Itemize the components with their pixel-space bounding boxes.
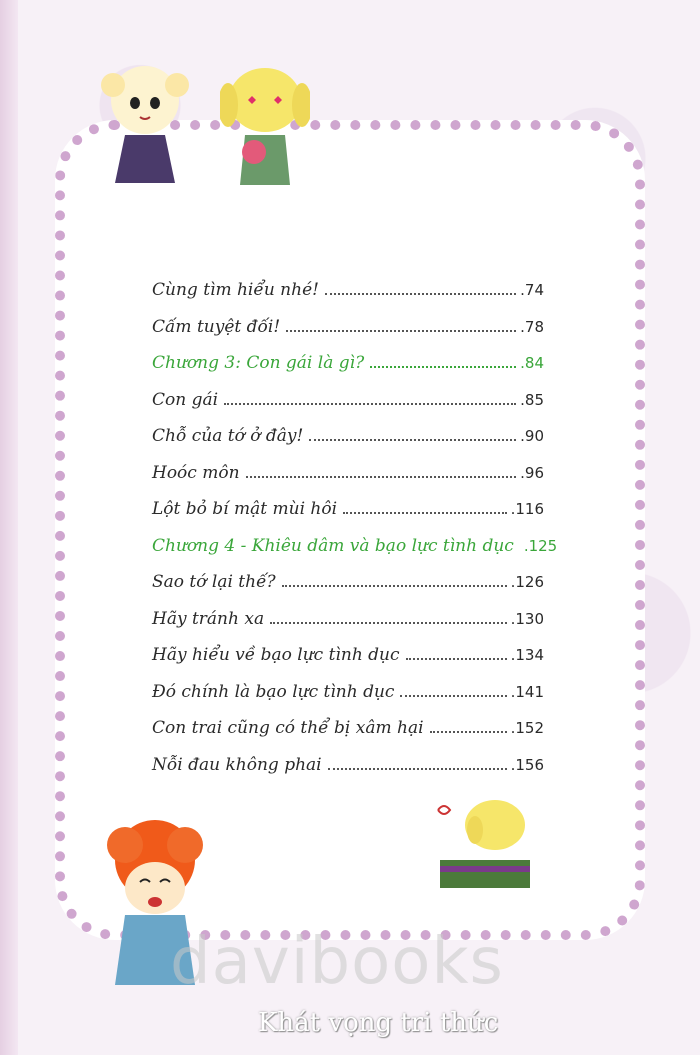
toc-title: Chỗ của tớ ở đây! <box>152 426 304 446</box>
toc-leader-dots <box>328 768 507 770</box>
toc-page-number: .116 <box>510 500 544 518</box>
dog-character-illustration <box>220 60 310 190</box>
toc-title: Đó chính là bạo lực tình dục <box>152 681 395 702</box>
toc-title: Sao tớ lại thế? <box>152 572 276 592</box>
toc-leader-dots <box>370 366 516 368</box>
toc-row <box>152 609 544 646</box>
toc-title: Hãy hiểu về bạo lực tình dục <box>152 645 400 665</box>
toc-page-number: .126 <box>510 573 544 591</box>
book-spine <box>0 0 18 1055</box>
toc-row <box>152 682 544 719</box>
toc-row <box>152 463 544 500</box>
toc-row <box>152 280 544 317</box>
toc-row <box>152 499 544 536</box>
toc-title: Con gái <box>152 389 219 410</box>
tagline: Khát vọng tri thức <box>258 1008 499 1038</box>
toc-leader-dots <box>430 731 507 733</box>
toc-leader-dots <box>325 293 516 295</box>
toc-title: Con trai cũng có thể bị xâm hại <box>152 718 424 738</box>
toc-row <box>152 390 544 427</box>
toc-title: Hãy tránh xa <box>152 608 265 629</box>
toc-page-number: .90 <box>520 427 544 445</box>
toc-row <box>152 317 544 354</box>
toc-page-number: .96 <box>520 463 544 482</box>
toc-leader-dots <box>400 695 506 697</box>
toc-title: Chương 3: Con gái là gì? <box>152 353 365 373</box>
table-of-contents <box>152 280 558 791</box>
toc-leader-dots <box>406 658 507 660</box>
dog-at-desk-illustration <box>430 790 550 900</box>
toc-row <box>152 572 544 609</box>
toc-page-number: .134 <box>510 646 544 664</box>
toc-leader-dots <box>309 439 516 441</box>
toc-page-number: .152 <box>510 719 544 737</box>
toc-page-number: .74 <box>520 281 544 299</box>
toc-title: Hoóc môn <box>152 462 240 483</box>
toc-title: Nỗi đau không phai <box>152 754 322 775</box>
toc-title: Cấm tuyệt đối! <box>152 316 281 337</box>
toc-row <box>152 645 544 682</box>
toc-row <box>152 755 544 792</box>
girl-character-illustration <box>95 55 205 190</box>
toc-page-number: .84 <box>520 354 544 372</box>
toc-page-number: .156 <box>510 755 544 774</box>
toc-leader-dots <box>343 512 507 514</box>
toc-title: Chương 4 - Khiêu dâm và bạo lực tình dục <box>152 535 514 556</box>
toc-row <box>152 718 544 755</box>
toc-title: Cùng tìm hiểu nhé! <box>152 280 319 300</box>
toc-leader-dots <box>286 330 516 332</box>
watermark: davibooks <box>170 925 504 999</box>
toc-page-number: .78 <box>520 317 544 336</box>
toc-page-number: .141 <box>510 682 544 701</box>
toc-leader-dots <box>282 585 507 587</box>
toc-leader-dots <box>246 476 517 478</box>
toc-leader-dots <box>270 622 507 624</box>
toc-page-number: .130 <box>510 609 544 628</box>
toc-page-number: .125 <box>523 536 558 555</box>
toc-row <box>152 426 544 463</box>
toc-chapter-row <box>152 353 544 390</box>
toc-leader-dots <box>224 403 516 405</box>
toc-title: Lột bỏ bí mật mùi hôi <box>152 499 338 519</box>
toc-chapter-row <box>152 535 558 573</box>
toc-page-number: .85 <box>520 390 544 409</box>
